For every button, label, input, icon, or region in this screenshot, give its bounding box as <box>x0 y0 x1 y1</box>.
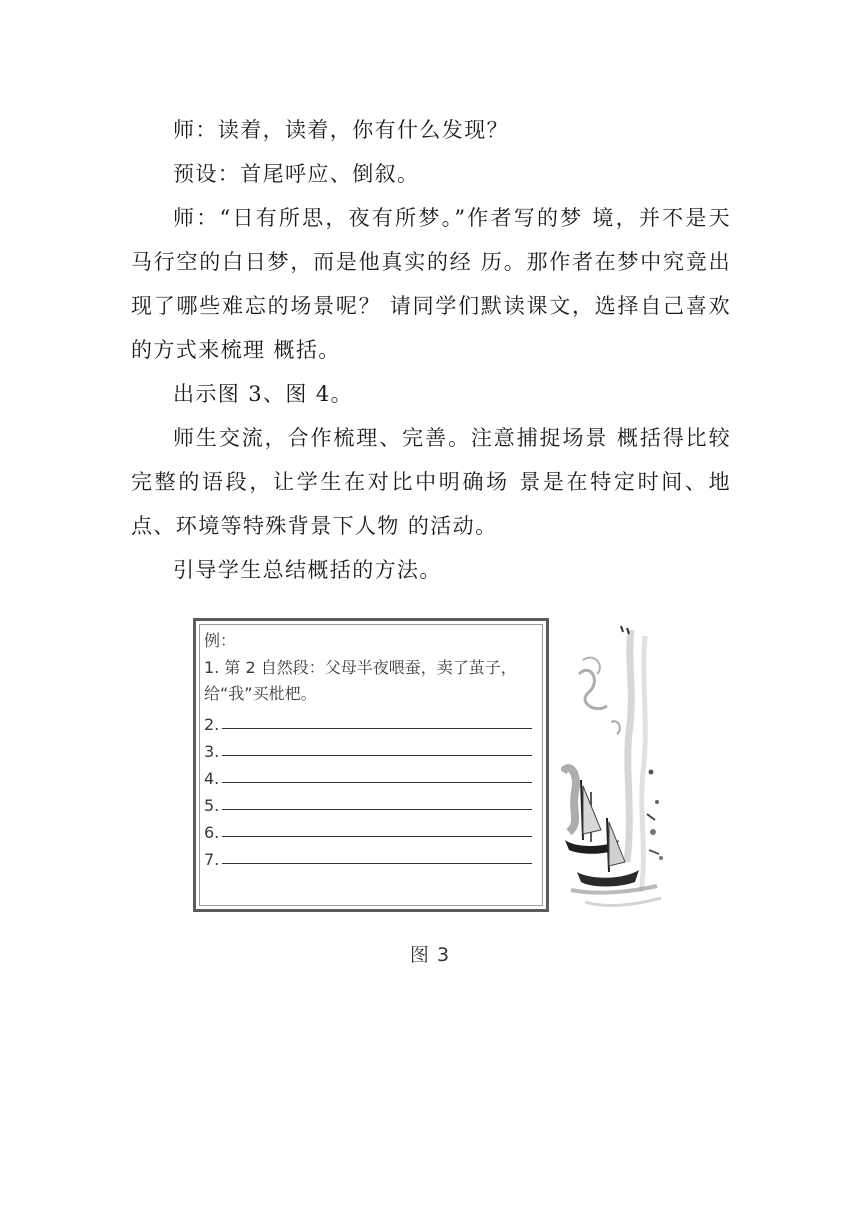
blank-row-5 <box>204 788 538 815</box>
paragraph-teacher-guide: 师：“日有所思，夜有所梦。”作者写的梦 境，并不是天马行空的白日梦，而是他真实的经 历。那作者在梦中究竟出现了哪些难忘的场景呢？ 请同学们默读课文，选择自己喜欢的方式来梳理 概括。 <box>131 206 731 362</box>
blank-number: 6. <box>204 823 220 842</box>
blank-number: 4. <box>204 769 220 788</box>
blank-line <box>222 836 532 837</box>
example-label: 例： <box>204 631 237 650</box>
figure-3 <box>193 618 679 918</box>
lesson-text <box>131 108 731 592</box>
ink-painting-sailboats-icon <box>561 622 677 914</box>
paragraph-summary-method: 引导学生总结概括的方法。 <box>173 558 442 582</box>
blank-row-3 <box>204 734 538 761</box>
blank-line <box>222 782 532 783</box>
blank-number: 7. <box>204 850 220 869</box>
blank-line <box>222 728 532 729</box>
blank-line <box>222 863 532 864</box>
blank-number: 5. <box>204 796 220 815</box>
blank-line <box>222 755 532 756</box>
blank-row-2 <box>204 707 538 734</box>
example-item: 1. 第 2 自然段：父母半夜喂蚕，卖了茧子，给“我”买枇杷。 <box>204 658 517 703</box>
blank-row-6 <box>204 815 538 842</box>
figure-caption: 图 3 <box>409 944 451 966</box>
blank-number: 2. <box>204 715 220 734</box>
paragraph-discussion: 师生交流，合作梳理、完善。注意捕捉场景 概括得比较完整的语段，让学生在对比中明确场 景是在特定时间、地点、环境等特殊背景下人物 的活动。 <box>131 426 731 538</box>
blank-number: 3. <box>204 742 220 761</box>
paragraph-show-figures: 出示图 3、图 4。 <box>173 382 354 406</box>
blank-row-4 <box>204 761 538 788</box>
scene-summary-worksheet <box>193 618 549 912</box>
paragraph-teacher-question: 师：读着，读着，你有什么发现？ <box>173 118 509 142</box>
paragraph-preset-answer: 预设：首尾呼应、倒叙。 <box>173 162 420 186</box>
blank-line <box>222 809 532 810</box>
blank-row-7 <box>204 842 538 869</box>
